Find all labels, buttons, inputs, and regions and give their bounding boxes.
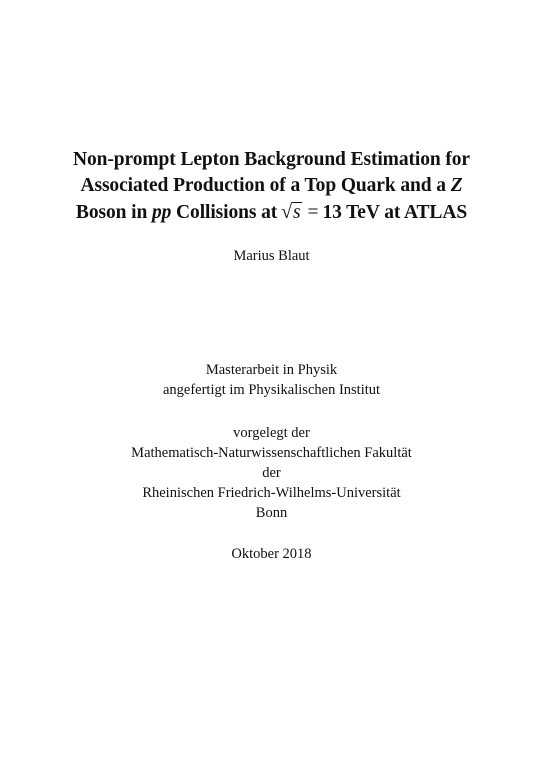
faculty: Mathematisch-Naturwissenschaftlichen Fakultät: [131, 445, 412, 461]
thesis-type-block: [0, 360, 543, 400]
radical-sign: √: [281, 201, 293, 223]
sqrt-s-formula: [281, 199, 301, 226]
equals-sign: =: [307, 202, 319, 223]
thesis-title: [20, 147, 523, 226]
title-line-3-text: Boson in: [75, 202, 152, 223]
city: Bonn: [255, 505, 288, 521]
university: Rheinischen Friedrich-Wilhelms-Universität: [142, 485, 401, 501]
submission-block: [0, 423, 543, 523]
institute: angefertigt im Physikalischen Institut: [162, 382, 381, 398]
title-line-2: [20, 173, 523, 199]
title-line-3-middle: Collisions at: [171, 202, 278, 223]
submission-date: Oktober 2018: [231, 546, 312, 562]
title-line-3: [20, 199, 523, 226]
title-z-variable: Z: [450, 175, 463, 196]
title-line-2-text: Associated Production of a Top Quark and a: [80, 175, 451, 196]
title-pp-variable: pp: [151, 202, 172, 223]
thesis-type: Masterarbeit in Physik: [205, 362, 338, 378]
title-line-3-energy: 13 TeV at ATLAS: [322, 202, 468, 223]
submitted-to: vorgelegt der: [233, 425, 310, 441]
radicand-s: s: [293, 202, 301, 223]
title-line-1: Non-prompt Lepton Background Estimation for: [73, 149, 470, 170]
author-name: Marius Blaut: [233, 248, 310, 264]
of-word: der: [262, 465, 281, 481]
